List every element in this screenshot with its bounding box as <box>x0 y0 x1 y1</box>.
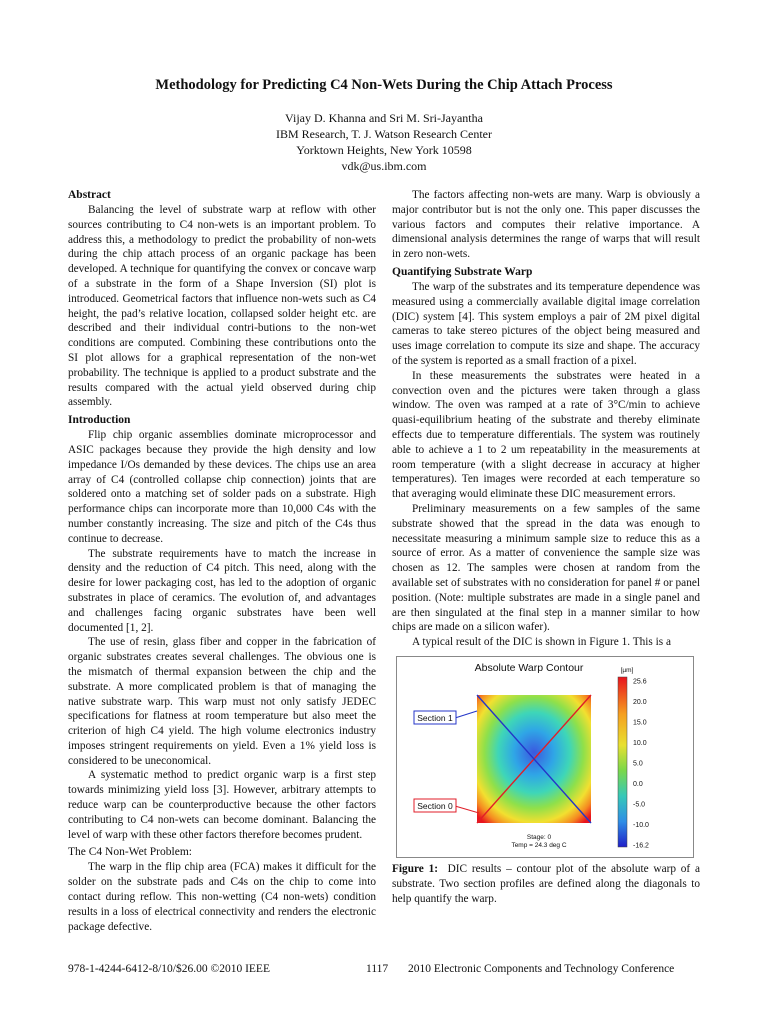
introduction-paragraph-2: The substrate requirements have to match the increase in density and the reduction of C4 pitch. This need, along with the desire for lower packaging cost, has led to the adoption of organic substrates in place of ceramics. The evolution of, and advantages and challenges facing organic substrates have been well documented [1, 2]. <box>68 547 376 634</box>
figure-1-caption <box>392 862 700 906</box>
author-block <box>0 110 768 174</box>
quantifying-paragraph-2: In these measurements the substrates were heated in a convection oven and the pictures were taken through a glass window. The oven was ramped at a rate of 3°C/min to achieve quasi-equilibrium heating of the substrate and thereby eliminate effects due to temperature differentials. The system was routinely able to achieve a 1 to 2 um repeatability in the measurements at room temperature (with a slight decrease in accuracy at higher temperatures). Ten images were recorded at each temperature so that averaging would eliminate these DIC measurement errors. <box>392 369 700 501</box>
footer-copyright: 978-1-4244-6412-8/10/$26.00 ©2010 IEEE <box>68 963 270 975</box>
footer-page-number: 1117 <box>366 963 389 975</box>
colorbar-tick-label: 15.0 <box>633 719 647 727</box>
colorbar-ticks <box>633 678 649 849</box>
right-column <box>392 188 700 906</box>
c4-problem-paragraph-1: The warp in the flip chip area (FCA) makes it difficult for the solder on the substrate pads and C4s on the chip to come into contact during reflow. This non-wetting (C4 non-wets) condition results in a loss of electrical connectivity and renders the electronic package defective. <box>68 861 376 933</box>
colorbar-unit: [µm] <box>620 666 634 674</box>
warp-contour-plot <box>397 657 693 857</box>
introduction-paragraph-3: The use of resin, glass fiber and copper in the fabrication of organic substrates creates several challenges. The obvious one is the mismatch of thermal expansion between the chip and the substrate. A more complicated problem is that of managing the native substrate warp. This warp must not only satisfy JEDEC specifications for flatness at room temperature but also meet the criterion of high C4 yield. The high volume electronics industry imposes stringent requirements on yield. Even a 1% yield loss is considered to be uneconomical. <box>68 636 376 767</box>
colorbar-tick-label: 5.0 <box>633 760 643 768</box>
colorbar-tick-label: -10.0 <box>633 821 649 829</box>
temperature-label: Temp = 24.3 deg C <box>511 841 567 849</box>
figure-1 <box>396 656 694 858</box>
introduction-paragraph-4: A systematic method to predict organic warp is a first step towards minimizing yield loss [3]. However, arbitrary attempts to reduce warp can be counterproductive because the other factors contributing to C4 non-wets can become dominant. Balancing the level of warp with these other factors therefore becomes prudent. <box>68 769 376 841</box>
section-1-leader <box>455 711 477 718</box>
author-location: Yorktown Heights, New York 10598 <box>296 143 472 157</box>
colorbar-tick-label: 20.0 <box>633 698 647 706</box>
plot-title: Absolute Warp Contour <box>474 661 584 674</box>
colorbar <box>618 677 627 847</box>
figure-1-caption-label: Figure 1: <box>392 862 438 875</box>
author-email[interactable]: vdk@us.ibm.com <box>341 159 427 173</box>
section-0-label: Section 0 <box>417 800 453 811</box>
quantifying-paragraph-3: Preliminary measurements on a few samples of the same substrate showed that the spread in the data was enough to necessitate measuring a minimum sample size to reduce this as a source of error. As a matter of convenience the sample size was chosen as 12. The samples were chosen at random from the available set of substrates with no consideration for panel # or panel position. (Note: multiple substrates are made in a single panel and are then singulated at the final step in a manner similar to how chips are made on a silicon wafer). <box>392 502 700 634</box>
introduction-heading: Introduction <box>68 414 131 427</box>
left-column <box>68 188 376 934</box>
introduction-paragraph-1: Flip chip organic assemblies dominate microprocessor and ASIC packages because they provide the high density and low impedance I/Os demanded by these devices. The chips use an area array of C4 (controlled collapse chip connection) joints that are soldered onto a matching set of solder pads on a substrate. High performance chips can incorporate more than 10,000 C4s with the number constantly increasing. The size and pitch of the C4s thus continue to decrease. <box>68 429 376 545</box>
quantifying-paragraph-1: The warp of the substrates and its temperature dependence was measured using a commercially available digital image correlation (DIC) system [4]. This system employs a pair of 2M pixel digital cameras to take stereo pictures of the object being measured and uses image correlation to compute its size and shape. The accuracy of the system is reported as a small fraction of a pixel. <box>392 280 700 367</box>
abstract-text: Balancing the level of substrate warp at reflow with other sources contributing to C4 non-wets is an important problem. To address this, a methodology to predict the probability of non-wets during the chip attach process of an organic package has been developed. A technique for quantifying the convex or concave warp of a substrate in the form of a Shape Inversion (SI) plot is introduced. Geometrical factors that influence non-wets such as C4 height, the pad’s relative location, collapsed solder height etc. are described and their individual contri-butions to the non-wet conditions are computed. Combining these contributions onto the SI plot allows for a graphical representation of the non-wet probability. The technique is applied to a product substrate and the results compared with the actual yield observed during chip assembly. <box>68 204 376 409</box>
figure-1-caption-text: DIC results – contour plot of the absolute warp of a substrate. Two section profiles are defined along the diagonals to help quantify the warp. <box>392 862 700 905</box>
author-affiliation: IBM Research, T. J. Watson Research Center <box>276 127 492 141</box>
abstract-heading: Abstract <box>68 189 111 201</box>
colorbar-tick-label: -5.0 <box>633 801 646 809</box>
colorbar-tick-label: -16.2 <box>633 842 649 850</box>
quantifying-heading: Quantifying Substrate Warp <box>392 265 533 278</box>
footer-conference: 2010 Electronic Components and Technology Conference <box>408 963 675 975</box>
section-1-label: Section 1 <box>417 712 453 723</box>
section-0-leader <box>455 806 479 813</box>
colorbar-tick-label: 10.0 <box>633 739 647 747</box>
stage-label: Stage: 0 <box>526 833 552 841</box>
quantifying-paragraph-4: A typical result of the DIC is shown in Figure 1. This is a <box>412 636 671 649</box>
colorbar-tick-label: 0.0 <box>633 780 643 788</box>
right-intro-paragraph: The factors affecting non-wets are many. Warp is obviously a major contributor but is not the only one. This paper discusses the various factors and computes their relative importance. A dimensional analysis determines the range of warps that will result in zero non-wets. <box>392 189 700 261</box>
author-names: Vijay D. Khanna and Sri M. Sri-Jayantha <box>285 111 483 125</box>
paper-title: Methodology for Predicting C4 Non-Wets During the Chip Attach Process <box>155 77 613 93</box>
colorbar-tick-label: 25.6 <box>633 678 647 686</box>
c4-problem-heading: The C4 Non-Wet Problem: <box>68 846 192 859</box>
